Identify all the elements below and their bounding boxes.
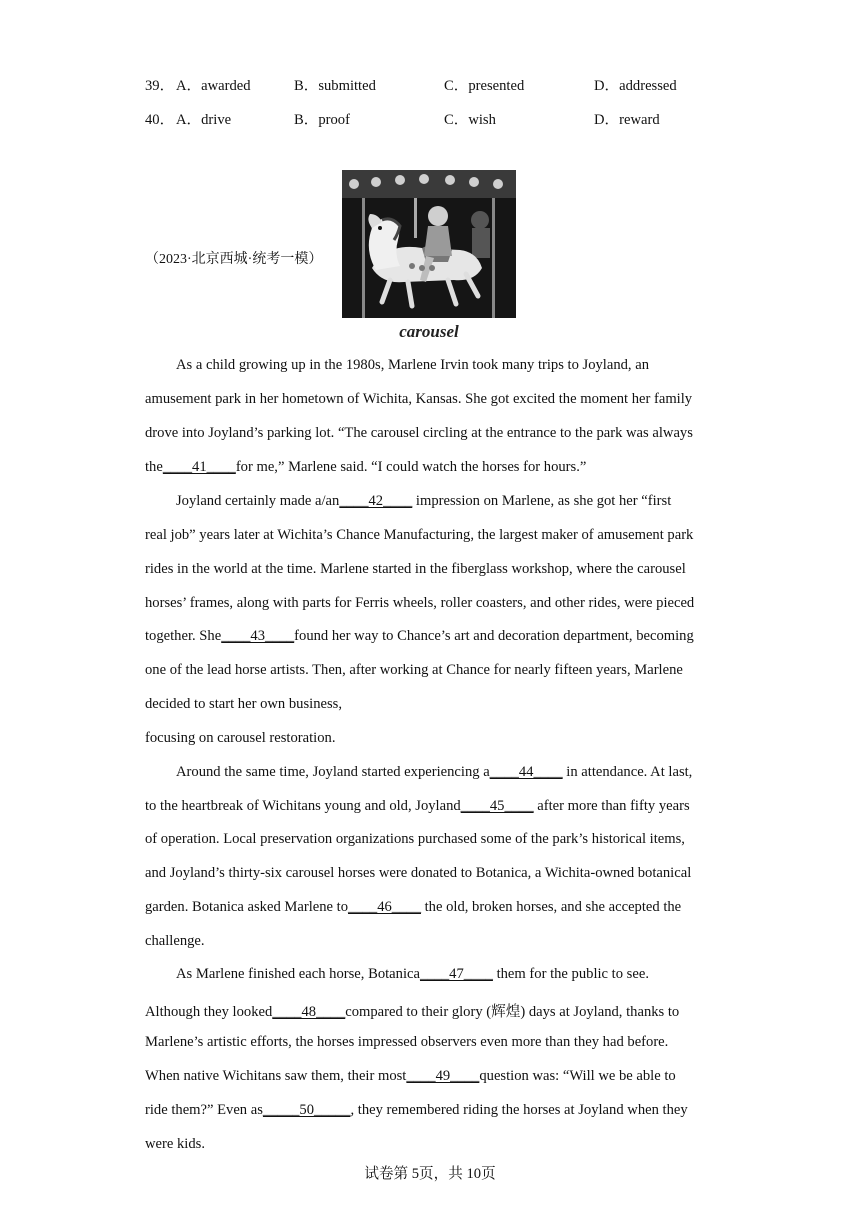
text-segment: to the heartbreak of Wichitans young and old, Joyland: [145, 798, 461, 814]
passage-line: [145, 798, 690, 815]
text-segment: Around the same time, Joyland started experiencing a: [176, 764, 490, 780]
passage-line: decided to start her own business,: [145, 696, 342, 712]
option-d: D．addressed: [594, 78, 677, 94]
text-segment: compared to their glory (辉煌) days at Joyland, thanks to: [345, 1004, 680, 1020]
blank-47: ____47____: [419, 966, 493, 982]
passage-line: [176, 966, 649, 983]
blank-45: ____45____: [460, 798, 534, 814]
passage-line: drove into Joyland’s parking lot. “The carousel circling at the entrance to the park was always: [145, 425, 693, 441]
option-a: A．awarded: [176, 78, 251, 94]
passage-line: horses’ frames, along with parts for Ferris wheels, roller coasters, and other rides, were pieced: [145, 595, 695, 611]
passage-line: As a child growing up in the 1980s, Marlene Irvin took many trips to Joyland, an: [176, 357, 650, 373]
option-b: B．proof: [294, 112, 350, 128]
text-segment: Joyland certainly made a/an: [176, 493, 340, 509]
passage-line: amusement park in her hometown of Wichita, Kansas. She got excited the moment her family: [145, 391, 693, 407]
blank-50: _____50_____: [262, 1102, 351, 1118]
text-segment: question was: “Will we be able to: [479, 1068, 676, 1084]
blank-42: ____42____: [339, 493, 413, 509]
carousel-illustration: [342, 170, 516, 318]
passage-line: [145, 1068, 676, 1085]
blank-48: ____48____: [272, 1004, 346, 1020]
text-segment: garden. Botanica asked Marlene to: [145, 899, 349, 915]
option-c: C．wish: [444, 112, 496, 128]
text-segment: them for the public to see.: [492, 966, 649, 982]
passage-line: [176, 493, 671, 510]
question-40: [145, 108, 745, 128]
option-d: D．reward: [594, 112, 660, 128]
passage-line: were kids.: [145, 1136, 205, 1152]
text-segment: As Marlene finished each horse, Botanica: [176, 966, 420, 982]
passage-line: [145, 1000, 679, 1021]
passage-line: [145, 628, 694, 645]
blank-49: ____49____: [406, 1068, 480, 1084]
passage-line: of operation. Local preservation organizations purchased some of the park’s historical items,: [145, 831, 685, 847]
text-segment: impression on Marlene, as she got her “first: [412, 493, 672, 509]
text-segment: in attendance. At last,: [562, 764, 693, 780]
page-footer: 试卷第 5页，共 10页: [364, 1166, 496, 1182]
passage-line: focusing on carousel restoration.: [145, 730, 336, 746]
passage-line: [145, 899, 681, 916]
exam-source: （2023·北京西城·统考一模）: [145, 252, 323, 267]
text-segment: Although they looked: [145, 1004, 273, 1020]
passage-line: rides in the world at the time. Marlene started in the fiberglass workshop, where the carousel: [145, 561, 686, 577]
option-b: B．submitted: [294, 78, 376, 94]
question-number: 39．: [145, 78, 175, 94]
blank-44: ____44____: [489, 764, 563, 780]
blank-46: ____46____: [348, 899, 421, 915]
text-segment: , they remembered riding the horses at Joyland when they: [350, 1102, 688, 1118]
passage-line: [145, 459, 586, 476]
carousel-image: [342, 170, 516, 318]
passage-line: [176, 764, 692, 781]
text-segment: When native Wichitans saw them, their most: [145, 1068, 407, 1084]
text-segment: found her way to Chance’s art and decoration department, becoming: [294, 628, 694, 644]
text-segment: ride them?” Even as: [145, 1102, 263, 1118]
passage-line: Marlene’s artistic efforts, the horses impressed observers even more than they had before.: [145, 1034, 669, 1050]
passage-line: challenge.: [145, 933, 205, 949]
blank-43: ____43____: [221, 628, 295, 644]
option-c: C．presented: [444, 78, 525, 94]
text-segment: together. She: [145, 628, 222, 644]
image-caption: carousel: [399, 322, 459, 341]
blank-41: ____41____: [162, 459, 236, 475]
option-a: A．drive: [176, 112, 232, 128]
text-segment: the old, broken horses, and she accepted the: [420, 899, 682, 915]
text-segment: for me,” Marlene said. “I could watch the horses for hours.”: [235, 459, 587, 475]
passage-line: one of the lead horse artists. Then, after working at Chance for nearly fifteen years, Marlene: [145, 662, 683, 678]
text-segment: the: [145, 459, 163, 475]
passage-line: real job” years later at Wichita’s Chance Manufacturing, the largest maker of amusement park: [145, 527, 694, 543]
question-39: [145, 74, 745, 94]
text-segment: after more than fifty years: [533, 798, 690, 814]
passage-line: and Joyland’s thirty-six carousel horses were donated to Botanica, a Wichita-owned botanical: [145, 865, 692, 881]
question-number: 40．: [145, 112, 175, 128]
passage-line: [145, 1102, 688, 1119]
